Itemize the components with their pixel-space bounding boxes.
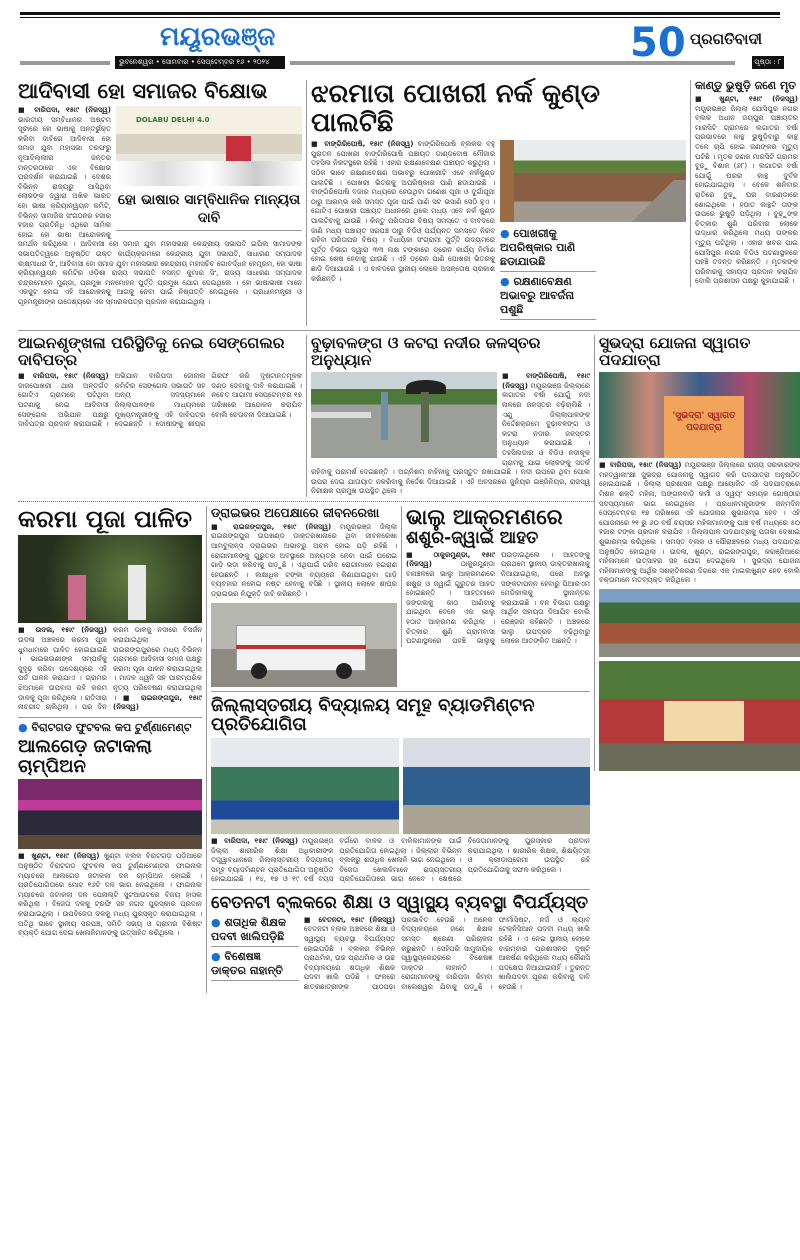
ho-subhead: ହୋ ଭାଷାର ସାମ୍ବିଧାନିକ ମାନ୍ୟତା ଦାବି [116,191,302,231]
row-ambulance-bear [211,506,590,687]
river-photo [311,372,497,458]
top-rule-thin [20,17,780,18]
pond-story [306,80,690,326]
football-headline: ଆଲଗେଡ଼ ଜଟାକଲା ଚାମ୍ପିଅନ [18,735,152,777]
football-photo [18,779,202,849]
betnoti-headline: ବେତନଟୀ ବ୍ଲକରେ ଶିକ୍ଷା ଓ ସ୍ୱାସ୍ଥ୍ୟ ବ୍ୟବସ୍ଥା ବିପର୍ଯ୍ୟସ୍ତ [211,893,589,914]
football-kicker: ● ବିରାଟଗଡ ଫୁଟବଲ କପ ଟୁର୍ଣ୍ଣାମେଣ୍ଟ [18,720,192,734]
ho-text: ଭାରତୀୟ ସମ୍ବିଧାନର ଅଷ୍ଟମ ସୂଚୀରେ ହୋ ଭାଷାକୁ ଅନ୍ତର୍ଭୁକ୍ତ କରିବା ଦାବିରେ ଆଦିବାସୀ ହୋ ସମାଜ ଯୁବା ମହାସଭା ତରଫରୁ ନୂଆଦିଲ୍ଲୀର ଜନ୍ତର ମନ୍ତରଠାରେ ଏକ ବିକ୍ଷୋଭ ପ୍ରଦର୍ଶନ କରାଯାଇଛି । ଦେଶର ବିଭିନ୍ନ ରାଜ୍ୟରୁ ଆସିଥିବା ଲୋକଙ୍କ ଦ୍ୱାରା ଅଖିଳ ଭାରତ ହୋ ଭାଷା କ୍ରିୟାନ୍ୱୟନ କମିଟି, ବିଭିନ୍ନ ସାମାଜିକ ସଂଗଠନର ହଜାର ହଜାର ପ୍ରତିନିଧି ଏଥିରେ ସାମିଲ ହୋଇ ହୋ ଭାଷା ଆନ୍ଦୋଳନକୁ ସମର୍ଥନ କରିଥିଲେ । ଆଦିବାସୀ ହୋ ସମାଜ ଯୁବା ମହାସଭାର କେନ୍ଦ୍ରୀୟ ସଭାପତି ଇପିଲ ସାମାଡଙ୍କ ସଭାପତିତ୍ୱରେ ଅନୁଷ୍ଠିତ ଉକ୍ତ କାର୍ଯ୍ୟକ୍ରମରେ କେନ୍ଦ୍ରୀୟ ଯୁବା ସଭାପତି, ସାଧାରଣ ସମ୍ପାଦକ ଲକ୍ଷ୍ମୀଧର ସିଂ, ଆଦିବାସୀ ହୋ ସମାଜ ଯୁବା ମହାସଭାର କେନ୍ଦ୍ରୀୟ ମହାସଚିବ ଗୋବର୍ଦ୍ଧନ ହେମ୍ବ୍ରମ, ହୋ ଭାଷା କ୍ରିୟାନ୍ୱୟନ କମିଟିର ଓଡ଼ିଶା ରାଜ୍ୟ ସଭାପତି ବସନ୍ତ କୁମାର ସିଂ, ରାଜ୍ୟ ସାଧାରଣ ସମ୍ପାଦକ ଚନ୍ଦ୍ରମୋହନ ମୁଣ୍ଡା, ପ୍ରମୁଖ ମନମୋହନ ପୁର୍ତ୍ତି ପ୍ରମୁଖ ଯୋଗ ଦେଇଥିଲେ । ହୋ ଭାଷାଭାଷୀ ମାନେ ଏକଜୁଟ ହୋଇ ଏହି ଆନ୍ଦୋଳନକୁ ଆଗକୁ ନେବା ପାଇଁ ନିଷ୍ପତ୍ତି ନେଇଥିଲେ । ପ୍ରଧାନମନ୍ତ୍ରୀ ଓ ଗୃହମନ୍ତ୍ରୀଙ୍କ ଉଦ୍ଦେଶ୍ୟରେ ଏକ ସ୍ମାରକପତ୍ର ପ୍ରଦାନ କରାଯାଇଥିଲା । [18,115,302,306]
ambulance-story [211,506,401,687]
header-gray-bar-left [20,61,110,65]
bear-story [401,506,590,647]
betnoti-story [211,889,590,992]
row-top [18,80,800,326]
pond-photo [500,140,686,222]
kandu-headline: କାଣ୍ଡୁ ଭୁଷୁଡ଼ି ଜଣେ ମୃତ [695,79,797,92]
betnoti-dateline: ■ ବେତନଟୀ, ୧୫ା୯ (ନିଜସ୍ୱ) [304,916,395,924]
kandu-dateline: ■ ଖୁଣ୍ଟା, ୧୫ା୯ (ନିଜସ୍ୱ) [695,95,798,103]
river-story [306,335,594,497]
law-headline: ଆଇନଶୃଙ୍ଖଳା ପରିସ୍ଥିତିକୁ ନେଇ ସେଙ୍ଗେଲର ଦାବିପତ୍ର [18,334,285,370]
top-rule [20,12,780,15]
karma-body: ■ ଉଦଳା, ୧୫ା୯ (ନିଜସ୍ୱ) ଉଦଳା ଅଞ୍ଚଳରେ କରମା ପୂଜା ଧୁମଧାମରେ ପାଳିତ ହୋଇଯାଇଛି । ଭାଇଭଉଣୀଙ୍କ ସମ୍ପର୍କକୁ ସୁଦୃଢ଼ କରିବା ଉଦ୍ଦେଶ୍ୟରେ ଏହି ପର୍ବ ପାଳନ କରାଯାଏ । ଗ୍ରାମର ଝିଅମାନେ ଉପବାସ ରହି କରମ ଡାଳକୁ ପୂଜା କରିଥିଲେ । ରାତିସାରା ନାଚଗୀତ ଚାଲିଥିଲା । ପର ଦିନ କରମ ଡାଳକୁ ନଦୀରେ ବିସର୍ଜନ କରାଯାଇଥିଲା । ରାଇରଙ୍ଗପୁରରେ ମଧ୍ୟ ବିଭିନ୍ନ ଗ୍ରାମରେ ଆଦିବାସୀ ସମାଜ ପକ୍ଷରୁ କରମା ପୂଜା ପାଳନ କରାଯାଇଥିଲା । ମାଦଳ ଧ୍ୱନି ସହ ପାରମ୍ପରିକ ନୃତ୍ୟ ପରିବେଷଣ କରାଯାଇଥିଲା । ■ ରାଇରଙ୍ଗପୁର, ୧୫ା୯ (ନିଜସ୍ୱ) [18,626,202,712]
ho-dateline: ■ ବାରିପଦା, ୧୫ା୯ (ନିଜସ୍ୱ) [18,106,111,114]
anniversary-number: 50 [630,20,686,66]
subhadra-body: ■ ବାରିପଦା, ୧୫ା୯ (ନିଜସ୍ୱ) ମୟୂରଭଞ୍ଜ ଜିଲ୍ଲାରେ ରାଜ୍ୟ ସରକାରଙ୍କ ମହତ୍ୱାକାଂକ୍ଷୀ ସୁଭଦ୍ରା ଯୋଜନାକୁ ସ୍ୱାଗତ କରି ପଦଯାତ୍ରା ଅନୁଷ୍ଠିତ ହୋଇଯାଇଛି । ଜିଲ୍ଲା ପ୍ରଶାସନ ପକ୍ଷରୁ ଆୟୋଜିତ ଏହି ପଦଯାତ୍ରାରେ ମିଶନ ଶକ୍ତି ମହିଳା, ଅଙ୍ଗନବାଡ଼ି କର୍ମୀ ଓ ସ୍ୱୟଂ ସହାୟକ ଗୋଷ୍ଠୀର ସଦସ୍ୟମାନେ ଭାଗ ନେଇଥିଲେ । ପ୍ରଧାନମନ୍ତ୍ରୀଙ୍କ ଜନ୍ମଦିନ ସେପ୍ଟେମ୍ବର ୧୭ ତାରିଖରେ ଏହି ଯୋଜନାର ଶୁଭାରମ୍ଭ ହେବ । ଏହି ଯୋଜନାରେ ୨୧ ରୁ ୬୦ ବର୍ଷ ବୟସର ମହିଳାମାନଙ୍କୁ ପାଞ୍ଚ ବର୍ଷ ମଧ୍ୟରେ ୫୦ ହଜାର ଟଙ୍କା ପ୍ରଦାନ କରାଯିବ । ଜିଲ୍ଲାପାଳ ପଦଯାତ୍ରାକୁ ପତାକା ଦେଖାଇ ଶୁଭାରମ୍ଭ କରିଥିଲେ । ସମସ୍ତ ବ୍ଲକ ଓ ପୌରାଞ୍ଚଳରେ ମଧ୍ୟ ପଦଯାତ୍ରା ଅନୁଷ୍ଠିତ ହୋଇଥିଲା । ଉଦଳା, ଖୁଣ୍ଟା, ରାଇରଙ୍ଗପୁର, କରଞ୍ଜିଆରେ ମହିଳାମାନେ ଉତ୍ସାହର ସହ ଯୋଗ ଦେଇଥିଲେ । ସୁଭଦ୍ରା ଯୋଜନା ମହିଳାମାନଙ୍କୁ ଆର୍ଥିକ ସଶକ୍ତିକରଣ ଦିଗରେ ଏକ ମାଇଲଖୁଣ୍ଟ ହେବ ବୋଲି ବକ୍ତାମାନେ ମତବ୍ୟକ୍ତ କରିଥିଲେ । [599,461,800,586]
ambulance-headline: ଡ୍ରାଇଭର ଅପେକ୍ଷାରେ ଜୀବନରେଖା [211,505,380,520]
ambulance-dateline: ■ ରାଇରଙ୍ଗପୁର, ୧୫ା୯ (ନିଜସ୍ୱ) [211,523,331,531]
pond-figure [500,140,686,323]
ho-story [18,80,306,308]
bear-headline-1: ଭାଲୁ ଆକ୍ରମଣରେ [406,505,563,529]
pond-bullet-2: ● ରକ୍ଷଣାବେକ୍ଷଣ ଅଭାବରୁ ଆବର୍ଜନା ପଶୁଛି [500,275,596,320]
page-number: ପୃଷ୍ଠା : ୮ [752,56,784,69]
law-dateline: ■ ବାରିପଦା, ୧୫ା୯ (ନିଜସ୍ୱ) [18,372,109,380]
betnoti-bullet-1: ● ଶତାଧିକ ଶିକ୍ଷକ ପଦବୀ ଖାଲିପଡ଼ିଛି [211,916,299,947]
page-body [18,80,800,993]
football-story [18,717,202,939]
betnoti-body: ■ ବେତନଟୀ, ୧୫ା୯ (ନିଜସ୍ୱ) ବେତନଟୀ ବ୍ଲକ ଅଞ୍ଚଳରେ ଶିକ୍ଷା ଓ ସ୍ୱାସ୍ଥ୍ୟ ବ୍ୟବସ୍ଥା ବିପର୍ଯ୍ୟସ୍ତ ହୋଇପଡ଼ିଛି । ବ୍ଲକର ବିଭିନ୍ନ ପ୍ରାଥମିକ, ଉଚ୍ଚ ପ୍ରାଥମିକ ଓ ଉଚ୍ଚ ବିଦ୍ୟାଳୟରେ ଶତାଧିକ ଶିକ୍ଷକ ପଦବୀ ଖାଲି ପଡ଼ିଛି । ଫଳରେ ଛାତ୍ରଛାତ୍ରୀଙ୍କ ପାଠପଢ଼ା ପ୍ରଭାବିତ ହେଉଛି । ଅନେକ ବିଦ୍ୟାଳୟରେ ଜଣେ ଶିକ୍ଷକ ସମସ୍ତ ଶ୍ରେଣୀ ପରିଚାଳନା କରୁଛନ୍ତି । ସେହିପରି ସାମୁଦାୟିକ ସ୍ୱାସ୍ଥ୍ୟକେନ୍ଦ୍ରରେ ବିଶେଷଜ୍ଞ ଡାକ୍ତର ନାହାନ୍ତି । ରୋଗୀମାନଙ୍କୁ ବାରିପଦା କିମ୍ବା ବାଲେଶ୍ୱର ଯିବାକୁ ପଡ଼ୁଛି । ଫାର୍ମାସିଷ୍ଟ, ନର୍ସ ଓ ଲ୍ୟାବ ଟେକ୍ନିସିଆନ ପଦବୀ ମଧ୍ୟ ଖାଲି ରହିଛି । ଏ ନେଇ ସ୍ଥାନୀୟ ଲୋକେ ବାରମ୍ବାର ପ୍ରଶାସନର ଦୃଷ୍ଟି ଆକର୍ଷଣ କରିଥିଲେ ମଧ୍ୟ କୌଣସି ପଦକ୍ଷେପ ନିଆଯାଇନାହିଁ । ତୁରନ୍ତ ଖାଲିପଦବୀ ପୂରଣ କରିବାକୁ ଦାବି ହେଉଛି । [304,916,590,993]
river-body: ■ ବାଙ୍ଗିରିପୋଷି, ୧୫ା୯ (ନିଜସ୍ୱ) ମୟୂରଭଞ୍ଜ ଜିଲ୍ଲାରେ ଲଗାତର ବର୍ଷା ଯୋଗୁଁ ନଦୀ ନାଳରେ ଜଳସ୍ତର ବଢ଼ିଚାଲିଛି । ଏଣୁ ଜିଲ୍ଲାପାଳଙ୍କ ନିର୍ଦ୍ଦେଶକ୍ରମେ ବୁଢ଼ାବଳଙ୍ଗ ଓ କଟରା ନଦୀର ଜଳସ୍ତର ଅନୁଧ୍ୟାନ କରାଯାଇଛି । ତହସିଲଦାର ଓ ବିଡିଓ ନଦୀକୂଳ ଗ୍ରାମକୁ ଯାଇ ଲୋକଙ୍କୁ ସତର୍କ ରହିବାକୁ ପରାମର୍ଶ ଦେଇଛନ୍ତି । ଅଗ୍ନିଶମ ବାହିନୀକୁ ପ୍ରସ୍ତୁତ ରଖାଯାଇଛି । ନଦୀ ଉପରେ ଥିବା ପୋଲ ଉପର ଦେଇ ଯାତାୟାତ ନକରିବାକୁ ନିର୍ଦ୍ଦେଶ ଦିଆଯାଇଛି । ଏହି ଅବସରରେ ଜୁନିୟର ଇଞ୍ଜିନିୟର, ରାଜସ୍ୱ ନିରୀକ୍ଷକ ପ୍ରମୁଖ ଉପସ୍ଥିତ ଥିଲେ । [311,372,590,497]
badminton-body: ■ ବାରିପଦା, ୧୫ା୯ (ନିଜସ୍ୱ) ମୟୂରଭଞ୍ଜ ଜିଲ୍ଲା ଶାରୀରିକ ଶିକ୍ଷା ଅଧିକାରୀଙ୍କ ତତ୍ତ୍ୱାବଧାନରେ ଜିଲ୍ଲାସ୍ତରୀୟ ବିଦ୍ୟାଳୟ ସମୂହ ବ୍ୟାଡମିଣ୍ଟନ ପ୍ରତିଯୋଗିତା ଅନୁଷ୍ଠିତ ହୋଇଯାଇଛି । ୧୪, ୧୭ ଓ ୧୯ ବର୍ଷ ବୟସ ବର୍ଗରେ ବାଳକ ଓ ବାଳିକାମାନଙ୍କ ପାଇଁ ପ୍ରତିଯୋଗିତା ହୋଇଥିଲା । ଜିଲ୍ଲାର ବିଭିନ୍ନ ବ୍ଲକରୁ ଶତାଧିକ ଖେଳାଳି ଭାଗ ନେଇଥିଲେ । ବିଜେତା ଖେଳାଳିମାନେ ରାଜ୍ୟସ୍ତରୀୟ ପ୍ରତିଯୋଗିତାରେ ଭାଗ ନେବେ । ଶେଷରେ ବିଜେତାମାନଙ୍କୁ ପୁରସ୍କାର ପ୍ରଦାନ କରାଯାଇଥିଲା । ଶାରୀରିକ ଶିକ୍ଷକ, ଶିକ୍ଷୟିତ୍ରୀ ଓ କ୍ରୀଡ଼ାପ୍ରେମୀ ଉପସ୍ଥିତ ରହି ପ୍ରତିଯୋଗିତାକୁ ସଫଳ କରିଥିଲେ । [211,837,590,885]
left-bottom-col [18,506,206,939]
river-headline: ବୁଢ଼ାବଳଙ୍ଗ ଓ କଟରା ନଦୀର ଜଳସ୍ତର ଅନୁଧ୍ୟାନ [311,334,541,370]
subhadra-story [594,335,800,771]
subhadra-photo-2 [599,589,800,657]
brand-name: ପ୍ରଗତିବାଦୀ [690,30,763,48]
karma-headline: କରମା ପୂଜା ପାଳିତ [18,505,192,533]
bullet-icon: ● [18,720,32,734]
bear-body: ■ ଠାକୁରମୁଣ୍ଡା, ୧୫ା୯ (ନିଜସ୍ୱ) ଠାକୁରମୁଣ୍ଡା ବନାଞ୍ଚଳରେ ଭାଲୁ ଆକ୍ରମଣରେ ଶଶୁର ଓ ଜ୍ୱାଇଁ ଗୁରୁତର ଆହତ ହୋଇଛନ୍ତି । ଆହତମାନେ ଜଙ୍ଗଲକୁ କାଠ ଆଣିବାକୁ ଯାଇଥିବା ବେଳେ ଏକ ଭାଲୁ ହଠାତ ଆକ୍ରମଣ କରିଥିଲା । ଚିତ୍କାର ଶୁଣି ଗ୍ରାମବାସୀ ଘଟଣାସ୍ଥଳରେ ପହଞ୍ଚି ଭାଲୁକୁ ଘଉଡ଼ାଇଥିଲେ । ଆହତଙ୍କୁ ପ୍ରଥମେ ସ୍ଥାନୀୟ ଡାକ୍ତରଖାନାକୁ ନିଆଯାଇଥିଲା, ପରେ ଅବସ୍ଥା ସଙ୍କଟାପନ୍ନ ହେବାରୁ ପିଆରଏମ ମେଡିକାଲକୁ ସ୍ଥାନାନ୍ତର କରାଯାଇଛି । ବନ ବିଭାଗ ପକ୍ଷରୁ ଆର୍ଥିକ ସହାୟତା ଦିଆଯିବ ବୋଲି ରେଞ୍ଜର କହିଛନ୍ତି । ଅଞ୍ଚଳରେ ଭାଲୁ ଉପଦ୍ରବ ବଢ଼ିଥିବାରୁ ଲୋକେ ଆତଙ୍କିତ ଅଛନ୍ତି । [406,551,590,647]
karma-photo [18,535,202,623]
football-body: ■ ଖୁଣ୍ଟା, ୧୫ା୯ (ନିଜସ୍ୱ) ଖୁଣ୍ଟା ବ୍ଲକ ବିରାଟଗଡ଼ ପଡ଼ିଆରେ ଅନୁଷ୍ଠିତ ବିରାଟଗଡ ଫୁଟବଲ କପ ଟୁର୍ଣ୍ଣାମେଣ୍ଟର ଫାଇନାଲ ମ୍ୟାଚରେ ଆଲଗେଡ଼ ଜଟାକଲା ଦଳ ଚାମ୍ପିଅନ ହୋଇଛି । ପ୍ରତିଯୋଗିତାରେ ମୋଟ ୧୬ଟି ଦଳ ଭାଗ ନେଇଥିଲେ । ଫାଇନାଲ ମ୍ୟାଚରେ ଜଟାକଲା ଦଳ ପେନାଲ୍ଟି ସୁଟଆଉଟରେ ବିଜୟ ହାସଲ କରିଥିଲା । ବିଜେତା ଦଳକୁ ଟ୍ରଫି ସହ ନଗଦ ପୁରସ୍କାର ପ୍ରଦାନ କରାଯାଇଥିଲା । ଉପବିଜେତା ଦଳକୁ ମଧ୍ୟ ପୁରସ୍କୃତ କରାଯାଇଥିଲା । ଅତିଥି ଭାବେ ସ୍ଥାନୀୟ ସରପଞ୍ଚ, ସମିତି ସଭ୍ୟ ଓ ଗ୍ରାମର ବିଶିଷ୍ଟ ବ୍ୟକ୍ତି ଯୋଗ ଦେଇ ଖେଳାଳିମାନଙ୍କୁ ଉତ୍ସାହିତ କରିଥିଲେ । [18,852,202,938]
ho-photo [116,106,302,186]
football-dateline: ■ ଖୁଣ୍ଟା, ୧୫ା୯ (ନିଜସ୍ୱ) [18,852,99,860]
subhadra-headline: ସୁଭଦ୍ରା ଯୋଜନା ସ୍ୱାଗତ ପଦଯାତ୍ରା [599,334,751,370]
date-box: ଭୁବନେଶ୍ୱର • ସୋମବାର • ସେପ୍ଟେମ୍ବର ୧୬ • ୨୦୨୪ [115,56,285,69]
ho-photo-banner: DOLABU DELHI 4.0 [136,116,210,125]
pond-body: ■ ବାଙ୍ଗିରିପୋଷି, ୧୫ା୯ (ନିଜସ୍ୱ) ବାଙ୍ଗିରିପୋଷି ବ୍ଲକର ବହୁ ପୁରାତନ ପୋଖରୀ ବାଙ୍ଗିରିପୋଷି ପଞ୍ଚାୟତ ଡାଣ୍ଡବୋଷ ମୌଜାର ତହସିଲ ନିକଟସ୍ଥରେ ରହିଛି । ଏହାର ରକ୍ଷଣାବେକ୍ଷଣ ପଞ୍ଚାୟତ କରୁଥିଲା । ସଠିକ ଭାବେ ରକ୍ଷଣାବେକ୍ଷଣ ଅଭାବରୁ ପୋଖରୀଟି ଏବେ ନର୍କକୁଣ୍ଡ ପାଲଟିଛି । ପୋଖରୀ ଭିତରକୁ ଅପରିଷ୍କାର ପାଣି ଛଡାଯାଉଛି । ବାଙ୍ଗିରିପୋଷି ବଜାର ମଧ୍ୟରେ ହେଉଥିବା ଗଣେଶ ପୂଜା ଓ ଦୁର୍ଗାପୂଜା ଠାରୁ ଆରମ୍ଭ କରି ସମସ୍ତ ପୂଜା ପାଇଁ ପାଣି ସଟ ଭସାଣି ସେଠି ହୁଏ । ଗୋଟିଏ ପୋଖରୀ ପଞ୍ଚାୟତ ଅଧୀନରେ ଥିଲେ ମଧ୍ୟ ଏବେ ନର୍କ କୁଣ୍ଡ ପାଲଟିବାକୁ ଯାଉଛି । କିନ୍ତୁ ପରିତାପର ବିଷୟ ସମସ୍ତେ ଏ ବାବଦରେ ଜାଣି ମଧ୍ୟ ପଞ୍ଚାୟତ ସରପଞ୍ଚ ଠାରୁ ବିଡିଓ ପର୍ଯ୍ୟନ୍ତ ସମସ୍ତେ ନିରବ ରହିବା ପରିତାପର ବିଷୟ । ବିଧାୟିକା ସଂଗ୍ରାମୀ ପୁର୍ତ୍ତି ଉଦ୍ୟମରେ ପୂର୍ତ୍ତ ବିଭାଗ ଦ୍ୱାରା ୩୩ ଲକ୍ଷ ଟଙ୍କାରେ ଡ୍ରେନ କାର୍ଯ୍ୟ ନିର୍ମାଣ ହୋଇ ଶେଷ ହେବାକୁ ଯାଉଛି । ଏହି ଡ୍ରେନ ପାଣି ପୋଖରୀ ଭିତରକୁ ଛାଡ଼ି ଦିଆଯାଉଛି । ଏ ବାବଦରେ ସ୍ଥାନୀୟ ଲୋକେ ଅସନ୍ତୋଷ ପ୍ରକାଶ କରିଛନ୍ତି । [311,140,686,284]
pond-dateline: ■ ବାଙ୍ଗିରିପୋଷି, ୧୫ା୯ (ନିଜସ୍ୱ) [311,140,413,148]
betnoti-bullet-2: ● ବିଶେଷଜ୍ଞ ଡାକ୍ତର ନାହାନ୍ତି [211,950,299,981]
ambulance-photo [211,603,397,687]
subhadra-banner: 'ସୁଭଦ୍ରା' ସ୍ୱାଗତ ପଦଯାତ୍ରା [664,396,744,458]
law-body: ■ ବାରିପଦା, ୧୫ା୯ (ନିଜସ୍ୱ) ଜାଜପୋଖରୀ ଥାନା ଅନ୍ତର୍ଗତ ଗୋଟିଏ ଗ୍ରାମରେ ଘଟିଥିବା ଘଟଣାକୁ ନେଇ ଆଦିବାସୀ ସେଙ୍ଗେଲ ଅଭିଯାନ ପକ୍ଷରୁ ଦାବିପତ୍ର ପ୍ରଦାନ କରାଯାଇଛି । ଅଭିଯାନ ବାରିପଦା ଜୋନାଲ କମିଟିର ସେଙ୍ଗେଲ ସଭାପତି ସହ ଅନ୍ୟ ସଦସ୍ୟମାନେ ଜିଲ୍ଲାପାଳଙ୍କ ମାଧ୍ୟମରେ ମୁଖ୍ୟମନ୍ତ୍ରୀଙ୍କୁ ଏହି ଦାବିପତ୍ର ଦେଇଛନ୍ତି । ଦୋଷୀଙ୍କୁ ଶୀଘ୍ର ଗିରଫ କରି ଦୃଷ୍ଟାନ୍ତମୂଳକ ଦଣ୍ଡ ଦେବାକୁ ଦାବି କରାଯାଇଛି । ନଚେତ ଆଗାମୀ ସେପ୍ଟେମ୍ବର ୧୭ ତାରିଖରେ ଆନ୍ଦୋଳନ କରାଯିବ ବୋଲି ଚେତାବନୀ ଦିଆଯାଇଛି । [18,372,302,430]
middle-bottom-col [206,506,594,993]
anniversary-logo [630,20,686,68]
subhadra-dateline: ■ ବାରିପଦା, ୧୫ା୯ (ନିଜସ୍ୱ) [599,461,681,469]
ho-headline: ଆଦିବାସୀ ହୋ ସମାଜର ବିକ୍ଷୋଭ [18,79,268,103]
main-lower [18,335,594,992]
ho-figure [116,106,302,234]
river-dateline: ■ ବାଙ୍ଗିରିପୋଷି, ୧୫ା୯ (ନିଜସ୍ୱ) [502,372,590,390]
bear-headline-2: ଶଶୁର-ଜ୍ୱାଇଁ ଆହତ [406,528,539,549]
kandu-body: ■ ଖୁଣ୍ଟା, ୧୫ା୯ (ନିଜସ୍ୱ) ମୟୂରଭଞ୍ଜ ଜିଲ୍ଲା ଯୋସିପୁର ନଗର ବ୍ଲକ ଅଧୀନ ଜୟପୁର ପଞ୍ଚାୟତର ମାରସିଟି ଗ୍ରାମରେ ଲଗାତର ବର୍ଷା ପ୍ରଭାବରେ କାନ୍ଥ ଭୁଷୁଡ଼ିବାରୁ କାନ୍ଥ ତଳେ ଚାପି ହୋଇ ଜଣଙ୍କର ମୃତ୍ୟୁ ଘଟିଛି । ମୃତକ ଜଣକ ମାରସିଟି ଗ୍ରାମର ବୁଢ଼ୁ ବିଶାଳ (୬୮) । ଲଗାତର ବର୍ଷା ଯୋଗୁଁ ଘରର କାନ୍ଥ ଦୁର୍ବଳ ହୋଇଯାଇଥିଲା । ବେଳେ ଶନିବାର ରାତିରେ ବୁଢ଼ୁ ଘର ବାରଣ୍ଡାରେ ଶୋଇଥିଲେ । ହଠାତ କାନ୍ଥଟି ତାଙ୍କ ଉପରେ ଭୁଷୁଡ଼ି ପଡ଼ିଥିଲା । ବୁଢ଼ୁଙ୍କ ଚିତ୍କାର ଶୁଣି ପରିବାର ଲୋକେ ଉଦ୍ଧାର କରିଥିଲେ ମଧ୍ୟ ତାଙ୍କର ମୃତ୍ୟୁ ଘଟିଥିଲା । ଏହାର ଖବର ପାଇ ଯୋସିପୁର ନଗର ବିଡିଓ ଘଟଣାସ୍ଥଳରେ ପହଞ୍ଚି ତଦନ୍ତ କରିଛନ୍ତି । ମୃତକଙ୍କ ପରିବାରକୁ ସହାୟତା ପ୍ରଦାନ କରାଯିବ ବୋଲି ପ୍ରଶାସନ ପକ୍ଷରୁ କୁହାଯାଇଛି । [695,95,798,287]
badminton-photo-1 [211,738,399,834]
row-lower [18,330,800,992]
pond-bullet-1: ● ପୋଖରୀକୁ ଅପରିଷ୍କାର ପାଣି ଛଡାଯାଉଛି [500,227,596,272]
ambulance-body: ■ ରାଇରଙ୍ଗପୁର, ୧୫ା୯ (ନିଜସ୍ୱ) ମୟୂରଭଞ୍ଜ ଜିଲ୍ଲା ରାଇରଙ୍ଗପୁର ଉପଖଣ୍ଡ ଡାକ୍ତରଖାନାରେ ଥିବା ଜୀବନରେଖା ଆମ୍ବୁଲାନ୍ସ ଡ୍ରାଇଭର ଅଭାବରୁ ଅଚଳ ହୋଇ ପଡ଼ି ରହିଛି । ରୋଗୀମାନଙ୍କୁ ଗୁରୁତର ଅବସ୍ଥାରେ ଅନ୍ୟତ୍ର ନେବା ପାଇଁ ଘରୋଇ ଗାଡ଼ି ଭଡ଼ା କରିବାକୁ ପଡ଼ୁଛି । ଏଥିପାଇଁ ଗରିବ ରୋଗୀମାନେ ହଇରାଣ ହେଉଛନ୍ତି । ଲକ୍ଷାଧିକ ଟଙ୍କା ବ୍ୟୟରେ କିଣାଯାଇଥିବା ଗାଡ଼ି ବ୍ୟବହାର ନହୋଇ ନଷ୍ଟ ହେବାକୁ ବସିଛି । ସ୍ଥାନୀୟ ଲୋକେ ଶୀଘ୍ର ଡ୍ରାଇଭର ନିଯୁକ୍ତି ଦାବି କରିଛନ୍ତି । [211,523,397,600]
badminton-story [211,691,590,886]
karma-dateline-2: ■ ରାଇରଙ୍ଗପୁର, ୧୫ା୯ (ନିଜସ୍ୱ) [113,694,202,712]
betnoti-bullets [211,916,304,984]
law-story [18,335,306,430]
karma-dateline: ■ ଉଦଳା, ୧୫ା୯ (ନିଜସ୍ୱ) [18,626,107,634]
bear-dateline: ■ ଠାକୁରମୁଣ୍ଡା, ୧୫ା୯ (ନିଜସ୍ୱ) [406,551,495,569]
badminton-photo-2 [403,738,591,834]
row-bottom [18,501,594,993]
pond-headline: ଝରମାତା ପୋଖରୀ ନର୍କ କୁଣ୍ଡ ପାଲଟିଛି [311,79,601,138]
masthead [0,0,800,80]
subhadra-photo-3 [599,661,800,771]
subhadra-banner-2 [664,701,744,741]
section-title: ମୟୂରଭଞ୍ଜ [160,22,276,52]
row-law-river [18,335,594,497]
subhadra-photo-1 [599,372,800,458]
badminton-dateline: ■ ବାରିପଦା, ୧୫ା୯ (ନିଜସ୍ୱ) [211,837,298,845]
kandu-story [690,80,800,287]
badminton-headline: ଜିଲ୍ଲାସ୍ତରୀୟ ବିଦ୍ୟାଳୟ ସମୂହ ବ୍ୟାଡମିଣ୍ଟନ ପ୍ରତିଯୋଗିତା [211,694,535,736]
